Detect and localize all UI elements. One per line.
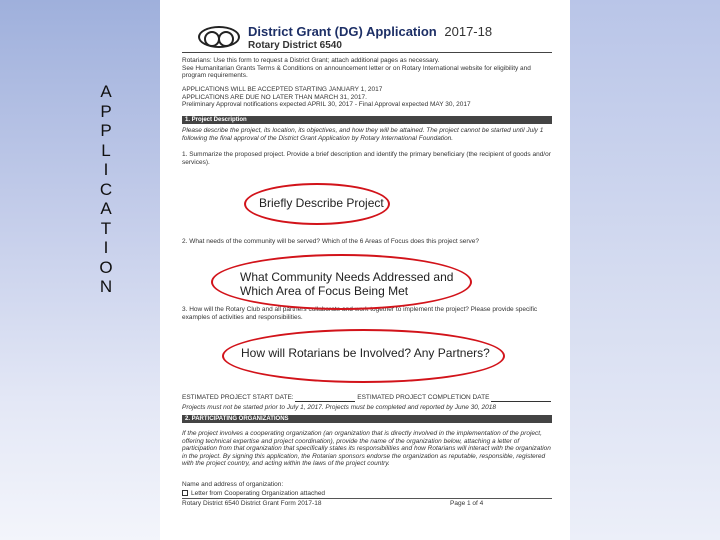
title-letter: N: [99, 277, 113, 296]
dates-line: APPLICATIONS ARE DUE NO LATER THAN MARCH 31, 2017.: [182, 93, 367, 101]
title-letter: P: [100, 121, 112, 140]
section1-header: 1. Project Description: [182, 116, 552, 124]
vertical-title: [96, 82, 116, 297]
title-letter: I: [103, 160, 109, 179]
footer-left: Rotary District 6540 District Grant Form 2017-18: [182, 500, 322, 507]
intro-line: Rotarians: Use this form to request a District Grant; attach additional pages as necessary.: [182, 57, 440, 64]
intro-text: [182, 57, 552, 80]
document-year: 2017-18: [444, 24, 493, 39]
letter-attached-label: Letter from Cooperating Organization attached: [191, 490, 326, 497]
document-district: Rotary District 6540: [248, 40, 342, 51]
start-date-blank: [295, 396, 355, 402]
title-letter: A: [100, 82, 112, 101]
completion-date-label: ESTIMATED PROJECT COMPLETION DATE: [357, 394, 490, 401]
title-letter: L: [101, 140, 111, 160]
title-letter: O: [99, 257, 113, 277]
annotation-label: What Community Needs Addressed and Which Area of Focus Being Met: [240, 270, 454, 298]
dates-line: APPLICATIONS WILL BE ACCEPTED STARTING JANUARY 1, 2017: [182, 86, 383, 93]
document-title-text: District Grant (DG) Application: [248, 24, 437, 39]
footer-divider: [182, 498, 552, 499]
title-letter: C: [99, 179, 113, 199]
title-letter: I: [103, 238, 109, 257]
project-dates-row: [182, 394, 552, 402]
divider: [182, 52, 552, 53]
rotary-seal-icon: [198, 26, 240, 48]
section2-header: 2. PARTICIPATING ORGANIZATIONS: [182, 415, 552, 423]
left-panel: [0, 0, 160, 540]
dates-text: [182, 86, 552, 109]
checkbox-icon: [182, 490, 188, 496]
completion-date-blank: [491, 396, 551, 402]
dates-note: Projects must not be started prior to July 1, 2017. Projects must be completed and reported by June 30, 2018: [182, 404, 496, 411]
annotation-label: How will Rotarians be Involved? Any Partners?: [241, 346, 490, 360]
start-date-label: ESTIMATED PROJECT START DATE:: [182, 394, 294, 401]
intro-line: program requirements.: [182, 72, 248, 79]
title-letter: A: [100, 199, 112, 218]
annotation-label: Briefly Describe Project: [259, 196, 384, 210]
title-letter: P: [100, 101, 112, 121]
organization-name-label: Name and address of organization:: [182, 481, 284, 488]
title-letter: T: [100, 218, 112, 238]
question-1: 1. Summarize the proposed project. Provide a brief description and identify the primary beneficiary (the recipient of goods and/or services).: [182, 151, 551, 166]
letter-attached-row: [182, 490, 552, 498]
right-panel: [570, 0, 720, 540]
section1-intro: Please describe the project, its location, its objectives, and how they will be attained. The project cannot be started until July 1 following the final approval of the District Grant Application by Rotary International Foundation.: [182, 127, 544, 142]
question-3: 3. How will the Rotary Club and all partners collaborate and work together to implement the project? Please provide specific examples of activities and responsibilities.: [182, 306, 538, 321]
dates-line: Preliminary Approval notifications expected APRIL 30, 2017 - Final Approval expected MAY 30, 2017: [182, 101, 471, 108]
section2-text: If the project involves a cooperating organization (an organization that is directly involved in the implementation of the project, offering technical expertise and project coordination), provide the name of the organization below, attaching a letter of participation from that organization that specifically states its responsibilities and how Rotarians will interact with the organization in the project. By signing this application, the Rotarian sponsors endorse the organization as reputable, responsible, registered with the project country, and acting within the laws of the project country.: [182, 430, 551, 467]
question-2: 2. What needs of the community will be served? Which of the 6 Areas of Focus does this project serve?: [182, 238, 479, 245]
document-title: [248, 24, 492, 39]
intro-line: See Humanitarian Grants Terms & Conditions on announcement letter or on Rotary International website for eligibility and: [182, 64, 531, 72]
footer-page-number: Page 1 of 4: [450, 500, 484, 507]
